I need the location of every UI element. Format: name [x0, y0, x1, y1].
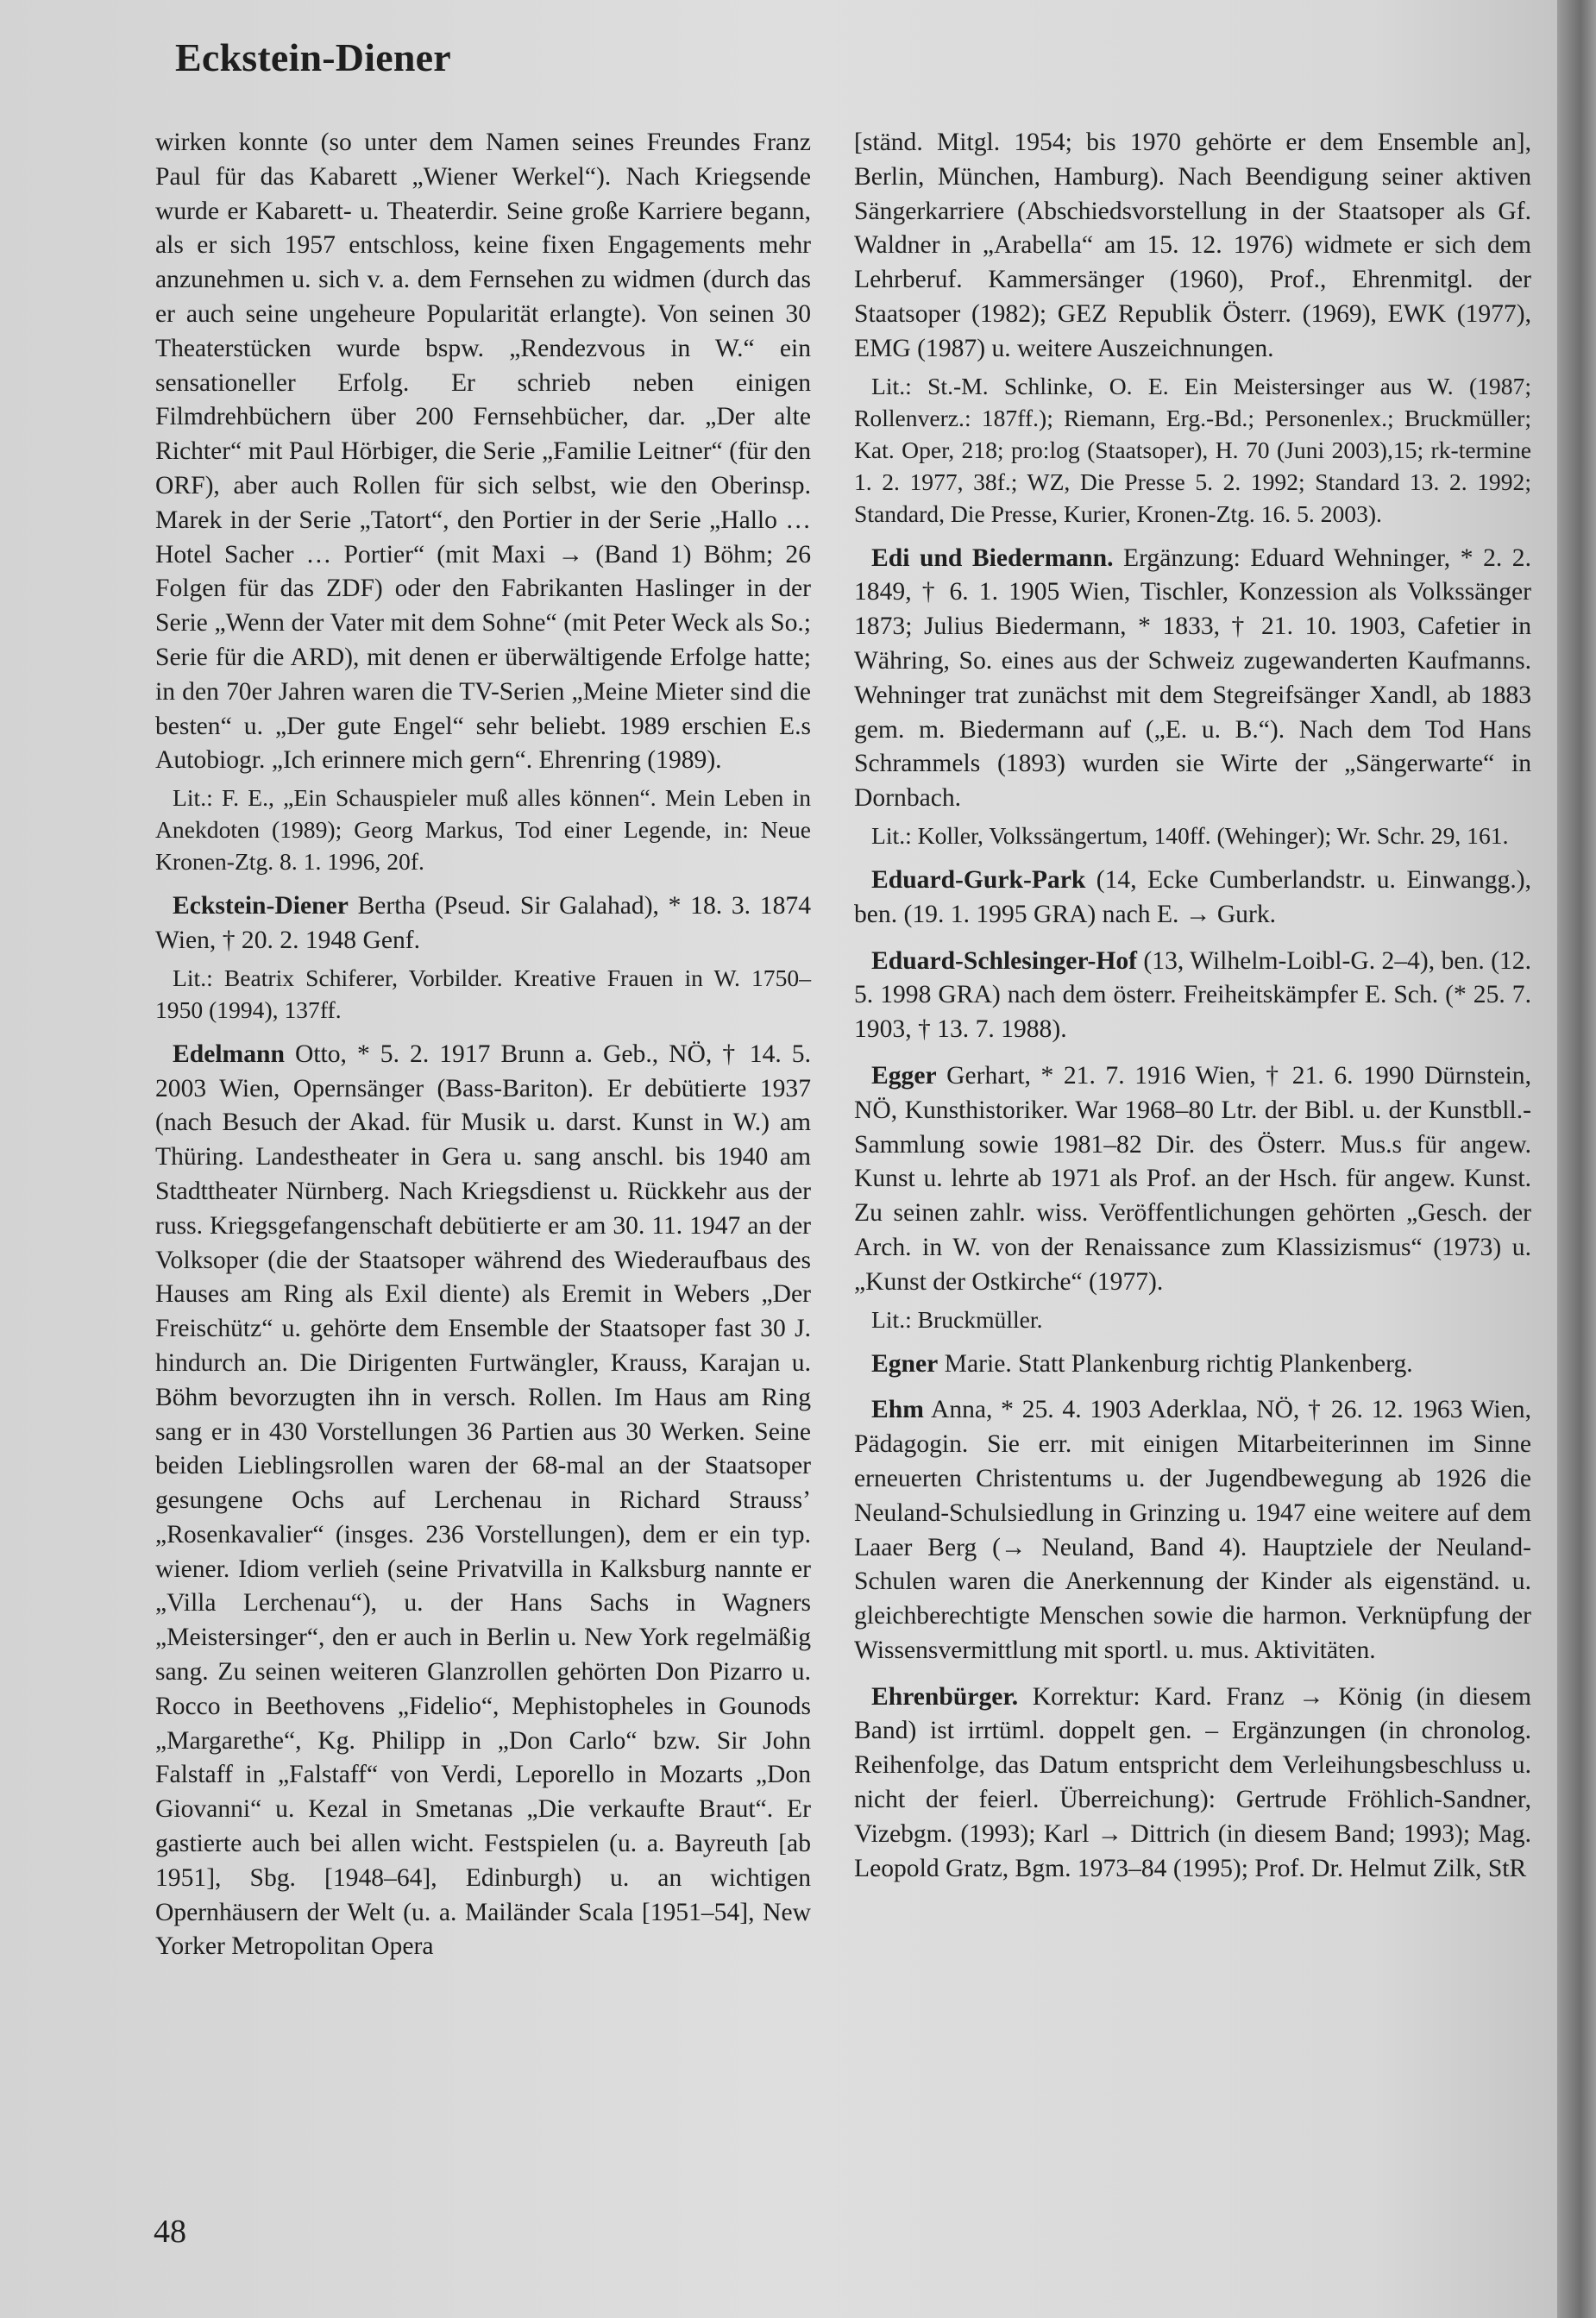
- entry-text: (14, Ecke Cumberlandstr. u. Einwangg.), ben. (19. 1. 1995 GRA) nach E. → Gurk.: [854, 865, 1531, 928]
- running-head: Eckstein-Diener: [175, 35, 451, 79]
- literature-note: Lit.: Bruckmüller.: [871, 1305, 1043, 1333]
- page-number: 48: [154, 2214, 186, 2250]
- entry-headword: Ehrenbürger.: [871, 1682, 1019, 1711]
- entry-headword: Eduard-Schlesinger-Hof: [871, 946, 1138, 975]
- lexicon-entry: [854, 1059, 1531, 1300]
- paragraph: [ständ. Mitgl. 1954; bis 1970 gehörte er dem Ensemble an], Berlin, München, Hamburg). Nach Beendigung seiner aktiven Sängerkarriere (Abschiedsvorstellung in der Staatsoper als Gf. Waldner in „Arabella“ am 15. 12. 1976) widmete er sich dem Lehrberuf. Kammersänger (1960), Prof., Ehrenmitgl. der Staatsoper (1982); GEZ Republik Österr. (1969), EWK (1977), EMG (1987) u. weitere Auszeichnungen.: [854, 129, 1531, 362]
- entry-headword: Edelmann: [173, 1040, 285, 1068]
- entry-headword: Ehm: [871, 1396, 924, 1424]
- entry-text: Anna, * 25. 4. 1903 Aderklaa, NÖ, † 26. 12. 1963 Wien, Pädagogin. Sie err. mit einigen Mitarbeiterinnen im Sinne erneuerten Christentums u. der Jugendbewegung ab 1926 die Neuland-Schulsiedlung in Grinzing u. 1947 eine weitere auf dem Laaer Berg (→ Neuland, Band 4). Hauptziele der Neuland-Schulen waren die Anerkennung der Kinder als eigenständ. u. gleichberechtigte Menschen sowie die harmon. Verknüpfung der Wissensvermittlung mit sportl. u. mus. Aktivitäten.: [854, 1396, 1531, 1664]
- paragraph: wirken konnte (so unter dem Namen seines Freundes Franz Paul für das Kabarett „Wiener Werkel“). Nach Kriegsende wurde er Kabarett- u. Theaterdir. Seine große Karriere begann, als er sich 1957 entschloss, keine fixen Engagements mehr anzunehmen u. sich v. a. dem Fernsehen zu widmen (durch das er auch seine ungeheure Popularität erlangte). Von seinen 30 Theaterstücken wurde bspw. „Rendezvous in W.“ ein sensationeller Erfolg. Er schrieb neben einigen Filmdrehbüchern über 200 Fernsehbücher, dar. „Der alte Richter“ mit Paul Hörbiger, die Serie „Familie Leitner“ (für den ORF), aber auch Rollen für sich selbst, wie den Oberinsp. Marek in der Serie „Tatort“, den Portier in der Serie „Hallo … Hotel Sacher … Portier“ (mit Maxi → (Band 1) Böhm; 26 Folgen für das ZDF) oder den Fabrikanten Haslinger in der Serie „Wenn der Vater mit dem Sohne“ (mit Peter Weck als So.; Serie für die ARD), mit denen er überwältigende Erfolge hatte; in den 70er Jahren waren die TV-Serien „Meine Mieter sind die besten“ u. „Der gute Engel“ sehr beliebt. 1989 erschien E.s Autobiogr. „Ich erinnere mich gern“. Ehrenring (1989).: [155, 129, 811, 775]
- entry-headword: Egner: [871, 1349, 939, 1378]
- lexicon-entry: [854, 542, 1531, 816]
- page-edge-shadow: [1557, 0, 1596, 2318]
- literature-note: Lit.: Beatrix Schiferer, Vorbilder. Kreative Frauen in W. 1750–1950 (1994), 137ff.: [155, 964, 811, 1023]
- literature-note: Lit.: F. E., „Ein Schauspieler muß alles können“. Mein Leben in Anekdoten (1989); Georg Markus, Tod einer Legende, in: Neue Kronen-Ztg. 8. 1. 1996, 20f.: [155, 784, 811, 876]
- lexicon-entry: [155, 1038, 811, 1965]
- entry-text: Korrektur: Kard. Franz → König (in diesem Band) ist irrtüml. doppelt gen. – Ergänzungen (in chronolog. Reihenfolge, das Datum entspricht dem Verleihungsbeschluss u. nicht der feierl. Überreichung): Gertrude Fröhlich-Sandner, Vizebgm. (1993); Karl → Dittrich (in diesem Band; 1993); Mag. Leopold Gratz, Bgm. 1973–84 (1995); Prof. Dr. Helmut Zilk, StR: [854, 1682, 1531, 1882]
- lexicon-entry: [854, 1347, 1531, 1382]
- entry-text: Otto, * 5. 2. 1917 Brunn a. Geb., NÖ, † 14. 5. 2003 Wien, Opernsänger (Bass-Bariton). Er debütierte 1937 (nach Besuch der Akad. für Musik u. darst. Kunst in W.) am Thüring. Landestheater in Gera u. sang anschl. bis 1940 am Stadttheater Nürnberg. Nach Kriegsdienst u. Rückkehr aus der russ. Kriegsgefangenschaft debütierte er am 30. 11. 1947 an der Volksoper (die der Staatsoper während des Wiederaufbaus des Hauses am Ring als Exil diente) als Eremit in Webers „Der Freischütz“ u. gehörte dem Ensemble der Staatsoper fast 30 J. hindurch an. Die Dirigenten Furtwängler, Krauss, Karajan u. Böhm bevorzugten ihn in versch. Rollen. Im Haus am Ring sang er in 430 Vorstellungen 36 Partien aus 30 Werken. Seine beiden Lieblingsrollen waren der 68-mal an der Staatsoper gesungene Ochs auf Lerchenau in Richard Strauss’ „Rosenkavalier“ (insges. 236 Vorstellungen), dem er ein typ. wiener. Idiom verlieh (seine Privatvilla in Kalksburg nannte er „Villa Lerchenau“), u. der Hans Sachs in Wagners „Meistersinger“, den er auch in Berlin u. New York regelmäßig sang. Zu seinen weiteren Glanzrollen gehörten Don Pizarro u. Rocco in Beethovens „Fidelio“, Mephistopheles in Gounods „Margarethe“, Kg. Philipp in „Don Carlo“ bzw. Sir John Falstaff in „Falstaff“ von Verdi, Leporello in Mozarts „Don Giovanni“ u. Kezal in Smetanas „Die verkaufte Braut“. Er gastierte auch bei allen wicht. Festspielen (u. a. Bayreuth [ab 1951], Sbg. [1948–64], Edinburgh) u. an wichtigen Opernhäusern der Welt (u. a. Mailänder Scala [1951–54], New Yorker Metropolitan Opera: [155, 1040, 811, 1961]
- entry-headword: Edi und Biedermann.: [871, 543, 1114, 572]
- entry-text: Marie. Statt Plankenburg richtig Plankenberg.: [938, 1349, 1413, 1378]
- entry-text: Gerhart, * 21. 7. 1916 Wien, † 21. 6. 1990 Dürnstein, NÖ, Kunsthistoriker. War 1968–80 Ltr. der Bibl. u. der Kunstbll.-Sammlung sowie 1981–82 Dir. des Österr. Mus.s für angew. Kunst u. lehrte ab 1971 als Prof. an der Hsch. für angew. Kunst. Zu seinen zahlr. wiss. Veröffentlichungen gehörten „Gesch. der Arch. in W. von der Renaissance zum Klassizismus“ (1973) u. „Kunst der Ostkirche“ (1977).: [854, 1061, 1531, 1296]
- entry-headword: Eckstein-Diener: [173, 892, 349, 920]
- entry-text: (13, Wilhelm-Loibl-G. 2–4), ben. (12. 5. 1998 GRA) nach dem österr. Freiheitskämpfer E. Sch. (* 25. 7. 1903, † 13. 7. 1988).: [854, 946, 1531, 1044]
- lexicon-entry: [854, 864, 1531, 933]
- literature-note: Lit.: St.-M. Schlinke, O. E. Ein Meistersinger aus W. (1987; Rollenverz.: 187ff.); Riemann, Erg.-Bd.; Personenlex.; Bruckmüller; Kat. Oper, 218; pro:log (Staatsoper), H. 70 (Juni 2003),15; rk-termine 1. 2. 1977, 38f.; WZ, Die Presse 5. 2. 1992; Standard 13. 2. 1992; Standard, Die Presse, Kurier, Kronen-Ztg. 16. 5. 2003).: [854, 372, 1531, 527]
- entry-headword: Egger: [871, 1061, 937, 1090]
- lexicon-entry: [854, 1680, 1531, 1887]
- literature-note: Lit.: Koller, Volkssängertum, 140ff. (Wehinger); Wr. Schr. 29, 161.: [871, 821, 1509, 849]
- left-column: [155, 126, 811, 1964]
- lexicon-entry: [854, 1393, 1531, 1668]
- lexicon-entry: [854, 945, 1531, 1047]
- entry-text: Ergänzung: Eduard Wehninger, * 2. 2. 1849, † 6. 1. 1905 Wien, Tischler, Konzession als Volkssänger 1873; Julius Biedermann, * 1833, † 21. 10. 1903, Cafetier in Währing, So. eines aus der Schweiz zugewanderten Kaufmanns. Wehninger trat zunächst mit dem Stegreifsänger Xandl, ab 1883 gem. m. Biedermann auf („E. u. B.“). Nach dem Tod Hans Schrammels (1893) wurden sie Wirte der „Sängerwarte“ in Dornbach.: [854, 543, 1531, 813]
- lexicon-entry: [155, 889, 811, 958]
- entry-text: Bertha (Pseud. Sir Galahad), * 18. 3. 1874 Wien, † 20. 2. 1948 Genf.: [155, 892, 811, 954]
- entry-headword: Eduard-Gurk-Park: [871, 865, 1086, 894]
- right-column: [854, 126, 1531, 1886]
